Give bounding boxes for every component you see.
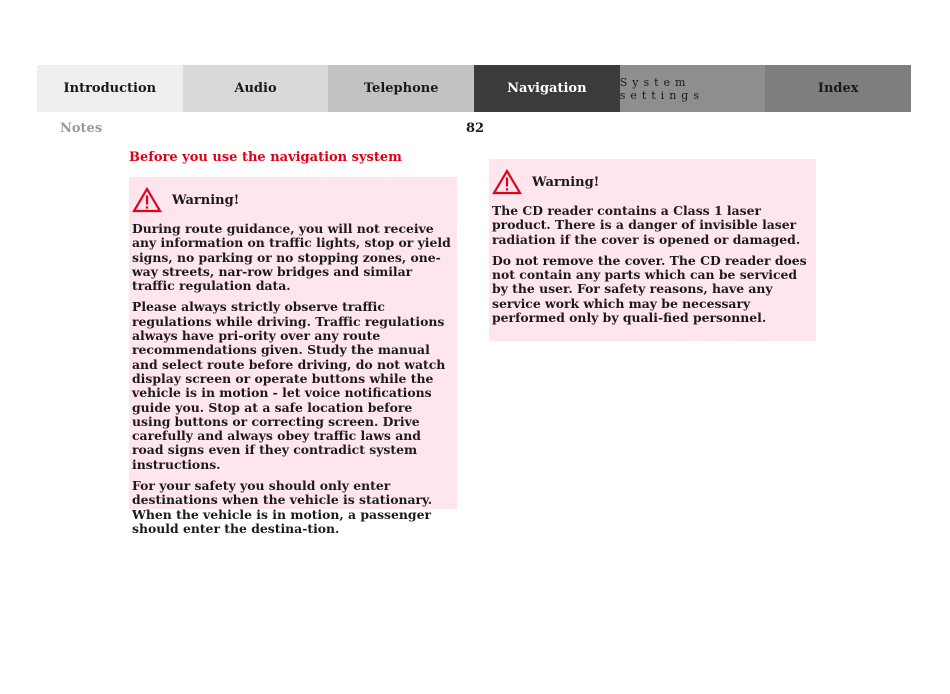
warning-triangle-icon <box>132 187 162 213</box>
warning-paragraph: The CD reader contains a Class 1 laser product. There is a danger of invisible laser radiation if the cover is opened or damaged. <box>492 203 801 247</box>
warning-title: Warning! <box>172 192 240 208</box>
section-heading: Before you use the navigation system <box>129 150 402 165</box>
warning-title: Warning! <box>532 174 600 190</box>
warning-triangle-icon <box>492 169 522 195</box>
warning-box-cd-reader <box>489 159 816 341</box>
tab-index[interactable]: Index <box>765 65 911 112</box>
tab-telephone[interactable]: Telephone <box>328 65 474 112</box>
page-number: 82 <box>466 121 485 136</box>
tab-navigation[interactable]: Navigation <box>474 65 620 112</box>
warning-header <box>492 169 812 195</box>
warning-header <box>132 187 453 213</box>
warning-paragraph: For your safety you should only enter destinations when the vehicle is stationary. When the vehicle is in motion, a passenger should enter the destina-tion. <box>132 478 433 536</box>
warning-paragraph: Do not remove the cover. The CD reader does not contain any parts which can be serviced by the user. For safety reasons, have any service work which may be necessary performed only by quali-fied personnel. <box>492 252 807 326</box>
tab-system-settings[interactable]: System settings <box>620 65 766 112</box>
tab-introduction[interactable]: Introduction <box>37 65 183 112</box>
section-label: Notes <box>60 121 103 136</box>
warning-box-navigation <box>129 177 457 536</box>
tab-audio[interactable]: Audio <box>183 65 329 112</box>
warning-paragraph: During route guidance, you will not receive any information on traffic lights, stop or yield signs, no parking or no stopping zones, one-way streets, nar-row bridges and similar traffic regulation data. <box>132 221 451 294</box>
top-tab-bar <box>37 65 911 112</box>
warning-paragraph: Please always strictly observe traffic regulations while driving. Traffic regulations always have pri-ority over any route recommendations given. Study the manual and select route before driving, do not watch display screen or operate buttons while the vehicle is in motion - let voice notifications guide you. Stop at a safe location before using buttons or correcting screen. Drive carefully and always obey traffic laws and road signs even if they contradict system instructions. <box>132 299 446 472</box>
